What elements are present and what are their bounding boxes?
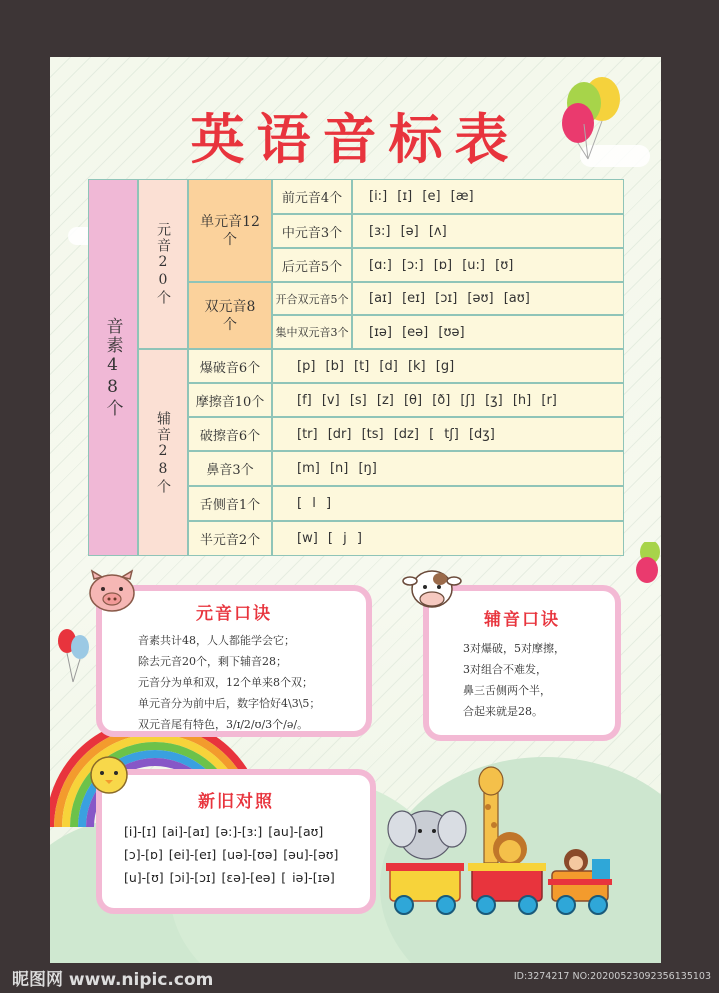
consonant-row-label: 爆破音6个 xyxy=(188,349,272,383)
poster-title: 英语音标表 xyxy=(190,108,521,171)
phoneme-total-cell xyxy=(88,179,138,556)
consonant-rhyme-title: 辅音口诀 xyxy=(484,610,560,630)
consonant-rhyme-line: 鼻三舌侧两个半， xyxy=(463,684,551,697)
vowel-rhyme-line: 双元音尾有特色，3/ɪ/2/ʊ/3个/ə/。 xyxy=(138,718,309,731)
comparison-lines xyxy=(102,820,370,889)
footer xyxy=(0,963,719,993)
vowel-row-label: 开合双元音5个 xyxy=(272,282,352,315)
consonant-row-label: 舌侧音1个 xyxy=(188,486,272,521)
vowel-row-label: 后元音5个 xyxy=(272,248,352,282)
diphthong-label: 双元音8个 xyxy=(204,298,256,333)
vowel-rhyme-line: 音素共计48，人人都能学会它； xyxy=(138,634,295,647)
chick-icon xyxy=(86,753,132,797)
consonant-row-label: 破擦音6个 xyxy=(188,417,272,451)
consonant-rhyme-line: 3对组合不难发， xyxy=(463,663,547,676)
consonant-row-label: 鼻音3个 xyxy=(188,451,272,486)
phoneme-total-label: 音素48个 xyxy=(102,317,123,418)
consonant-row-symbols: [p] [b] [t] [d] [k] [g] xyxy=(272,349,624,383)
vowel-row-label: 中元音3个 xyxy=(272,214,352,248)
diphthong-cell xyxy=(188,282,272,349)
monophthong-label: 单元音12个 xyxy=(200,213,260,248)
animal-train-illustration xyxy=(380,763,630,923)
comparison-line: [ɔ]-[ɒ] [ei]-[eɪ] [uə]-[ʊə] [əu]-[əʊ] xyxy=(124,847,339,862)
consonant-total-cell xyxy=(138,349,188,556)
poster xyxy=(50,57,661,963)
consonant-row-symbols: [ l ] xyxy=(272,486,624,521)
cow-icon xyxy=(402,565,462,611)
consonant-rhyme-line: 3对爆破，5对摩擦， xyxy=(463,642,565,655)
vowel-rhyme-lines xyxy=(102,630,366,735)
balloons-icon xyxy=(56,627,92,687)
comparison-line: [i]-[ɪ] [ai]-[aɪ] [ə:]-[ɜ:] [au]-[aʊ] xyxy=(124,824,324,839)
consonant-rhyme-line: 合起来就是28。 xyxy=(463,705,543,718)
comparison-line: [u]-[ʊ] [ɔi]-[ɔɪ] [ɛə]-[eə] [ iə]-[ɪə] xyxy=(124,870,335,885)
balloons-icon xyxy=(632,542,661,592)
comparison-title: 新旧对照 xyxy=(198,792,274,812)
pig-icon xyxy=(86,569,138,613)
consonant-row-symbols: [f] [v] [s] [z] [θ] [ð] [ʃ] [ʒ] [h] [r] xyxy=(272,383,624,417)
vowel-rhyme-line: 除去元音20个，剩下辅音28； xyxy=(138,655,287,668)
comparison-box xyxy=(96,769,376,914)
vowel-rhyme-title: 元音口诀 xyxy=(196,604,272,624)
monophthong-cell xyxy=(188,179,272,282)
consonant-row-symbols: [tr] [dr] [ts] [dz] [ tʃ] [dʒ] xyxy=(272,417,624,451)
vowel-row-symbols: [ɜ:] [ə] [ʌ] xyxy=(352,214,624,248)
consonant-row-label: 半元音2个 xyxy=(188,521,272,556)
vowel-row-symbols: [ɑ:] [ɔ:] [ɒ] [u:] [ʊ] xyxy=(352,248,624,282)
consonant-row-symbols: [m] [n] [ŋ] xyxy=(272,451,624,486)
vowel-rhyme-line: 单元音分为前中后，数字恰好4\3\5； xyxy=(138,697,321,710)
vowel-total-cell xyxy=(138,179,188,349)
vowel-row-symbols: [ɪə] [eə] [ʊə] xyxy=(352,315,624,349)
consonant-total-label: 辅音28个 xyxy=(155,410,171,495)
vowel-row-label: 集中双元音3个 xyxy=(272,315,352,349)
vowel-row-symbols: [i:] [ɪ] [e] [æ] xyxy=(352,179,624,214)
site-watermark: 昵图网 www.nipic.com xyxy=(12,970,214,990)
consonant-rhyme-lines xyxy=(429,638,615,722)
vowel-row-label: 前元音4个 xyxy=(272,179,352,214)
consonant-row-label: 摩擦音10个 xyxy=(188,383,272,417)
consonant-row-symbols: [w] [ j ] xyxy=(272,521,624,556)
vowel-total-label: 元音20个 xyxy=(155,222,171,306)
image-id-watermark: ID:3274217 NO:20200523092356135103 xyxy=(513,971,711,982)
vowel-row-symbols: [aɪ] [eɪ] [ɔɪ] [əʊ] [aʊ] xyxy=(352,282,624,315)
vowel-rhyme-line: 元音分为单和双，12个单来8个双； xyxy=(138,676,313,689)
